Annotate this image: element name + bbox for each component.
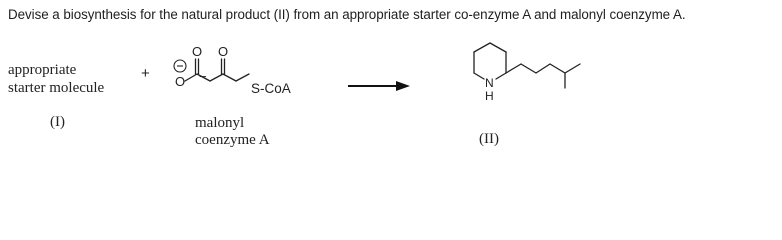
malonyl-coa-structure: [185, 59, 249, 81]
question-text: Devise a biosynthesis for the natural product (II) from an appropriate starter co-enzyme A and malonyl coenzyme A.: [8, 7, 686, 22]
carbonyl-oxygen-1: O: [192, 44, 203, 59]
carbonyl-oxygen-2: O: [218, 44, 229, 59]
carboxylate-oxygen: O: [175, 74, 186, 89]
malonyl-name-line-2: coenzyme A: [195, 132, 270, 148]
starter-line-2: starter molecule: [8, 80, 105, 96]
compound-i-label: (I): [50, 114, 65, 130]
hydrogen-label: H: [485, 89, 494, 103]
minus-sign: −: [199, 69, 207, 84]
plus-sign: +: [141, 65, 150, 82]
s-coa-label: S-CoA: [251, 81, 291, 96]
starter-line-1: appropriate: [8, 62, 77, 78]
arrow-head-icon: [396, 81, 410, 91]
compound-ii-label: (II): [479, 131, 499, 147]
nitrogen-label: N: [485, 76, 494, 90]
malonyl-name-line-1: malonyl: [195, 115, 245, 131]
